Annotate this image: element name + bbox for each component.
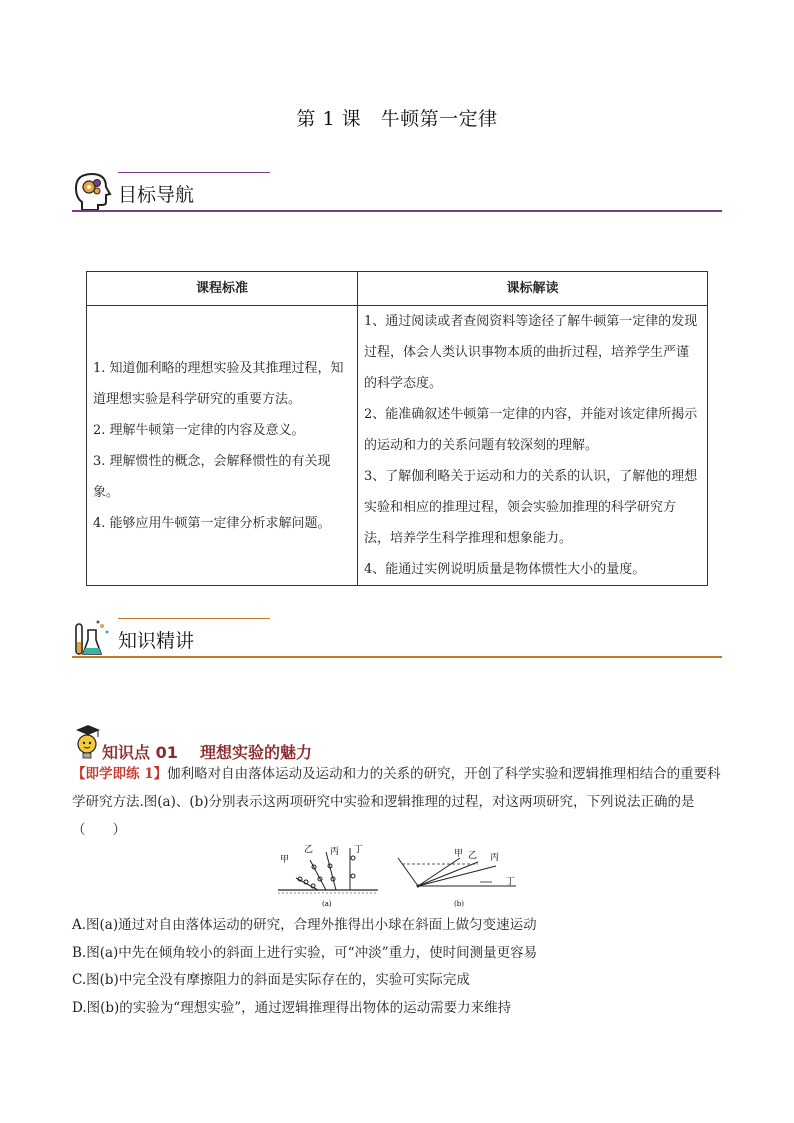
table-header-cell: 课标解读 bbox=[358, 272, 708, 306]
figure-a-label: 甲 bbox=[280, 855, 290, 865]
figure-b-label: 丁 bbox=[506, 877, 516, 887]
table-header-cell: 课程标准 bbox=[87, 272, 358, 306]
header-accent-line bbox=[118, 172, 270, 173]
option-d[interactable]: D.图(b)的实验为“理想实验”，通过逻辑推理得出物体的运动需要力来维持 bbox=[72, 999, 512, 1016]
standard-item: 1. 知道伽利略的理想实验及其推理过程，知道理想实验是科学研究的重要方法。 bbox=[93, 360, 344, 407]
figure-a-label: 乙 bbox=[304, 845, 314, 855]
option-a[interactable]: A.图(a)通过对自由落体运动的研究，合理外推得出小球在斜面上做匀变速运动 bbox=[72, 917, 537, 933]
option-c[interactable]: C.图(b)中完全没有摩擦阻力的斜面是实际存在的，实验可实际完成 bbox=[72, 972, 470, 988]
table-header-row bbox=[87, 272, 708, 306]
page-title: 第 1 课 牛顿第一定律 bbox=[296, 108, 498, 130]
standard-item: 2. 理解牛顿第一定律的内容及意义。 bbox=[93, 422, 305, 438]
section-header-knowledge bbox=[72, 616, 722, 660]
figure-b-label: 丙 bbox=[490, 853, 500, 863]
lightbulb-graduate-icon bbox=[72, 722, 102, 762]
standards-cell bbox=[87, 306, 358, 586]
practice-tag: 【即学即练 1】 bbox=[72, 766, 168, 782]
table-row bbox=[87, 306, 708, 586]
interpretation-item: 4、能通过实例说明质量是物体惯性大小的量度。 bbox=[364, 562, 646, 577]
knowledge-point-header bbox=[72, 722, 732, 762]
standard-item: 4. 能够应用牛顿第一定律分析求解问题。 bbox=[93, 515, 331, 531]
figure-b-label: 甲 bbox=[454, 849, 464, 859]
section-heading: 知识精讲 bbox=[118, 630, 195, 652]
head-gears-icon bbox=[72, 170, 112, 214]
knowledge-point-label: 知识点 01 bbox=[102, 743, 178, 762]
interpretation-item: 1、通过阅读或者查阅资料等途径了解牛顿第一定律的发现过程，体会人类认识事物本质的曲折过程，培养学生严谨的科学态度。 bbox=[364, 314, 698, 391]
figure-b-label: 乙 bbox=[468, 851, 478, 861]
header-divider bbox=[72, 656, 722, 658]
interpretation-cell bbox=[358, 306, 708, 586]
section-heading: 目标导航 bbox=[118, 184, 195, 206]
question-stem bbox=[72, 760, 724, 844]
experiment-figure bbox=[266, 842, 526, 908]
standard-item: 3. 理解惯性的概念，会解释惯性的有关现象。 bbox=[93, 453, 331, 500]
lab-flasks-icon bbox=[72, 616, 112, 660]
header-accent-line bbox=[118, 618, 270, 619]
header-divider bbox=[72, 210, 722, 212]
interpretation-item: 2、能准确叙述牛顿第一定律的内容，并能对该定律所揭示的运动和力的关系问题有较深刻的理解。 bbox=[364, 407, 698, 453]
question-text: 伽利略对自由落体运动及运动和力的关系的研究，开创了科学实验和逻辑推理相结合的重要科学研究方法.图(a)、(b)分别表示这两项研究中实验和逻辑推理的过程，对这两项研究，下列说法正确的是（ ） bbox=[72, 766, 721, 838]
curriculum-table bbox=[86, 271, 708, 586]
option-b[interactable]: B.图(a)中先在倾角较小的斜面上进行实验，可“冲淡”重力，使时间测量更容易 bbox=[72, 944, 538, 961]
figure-a-caption: (a) bbox=[322, 900, 332, 908]
answer-options bbox=[72, 912, 724, 1022]
section-header-goals bbox=[72, 170, 722, 214]
figure-a-label: 丁 bbox=[354, 845, 364, 855]
interpretation-item: 3、了解伽利略关于运动和力的关系的认识，了解他的理想实验和相应的推理过程，领会实验加推理的科学研究方法，培养学生科学推理和想象能力。 bbox=[364, 469, 698, 546]
knowledge-point-title: 理想实验的魅力 bbox=[200, 743, 313, 762]
figure-b-caption: (b) bbox=[454, 900, 464, 908]
figure-a-label: 丙 bbox=[330, 847, 340, 857]
